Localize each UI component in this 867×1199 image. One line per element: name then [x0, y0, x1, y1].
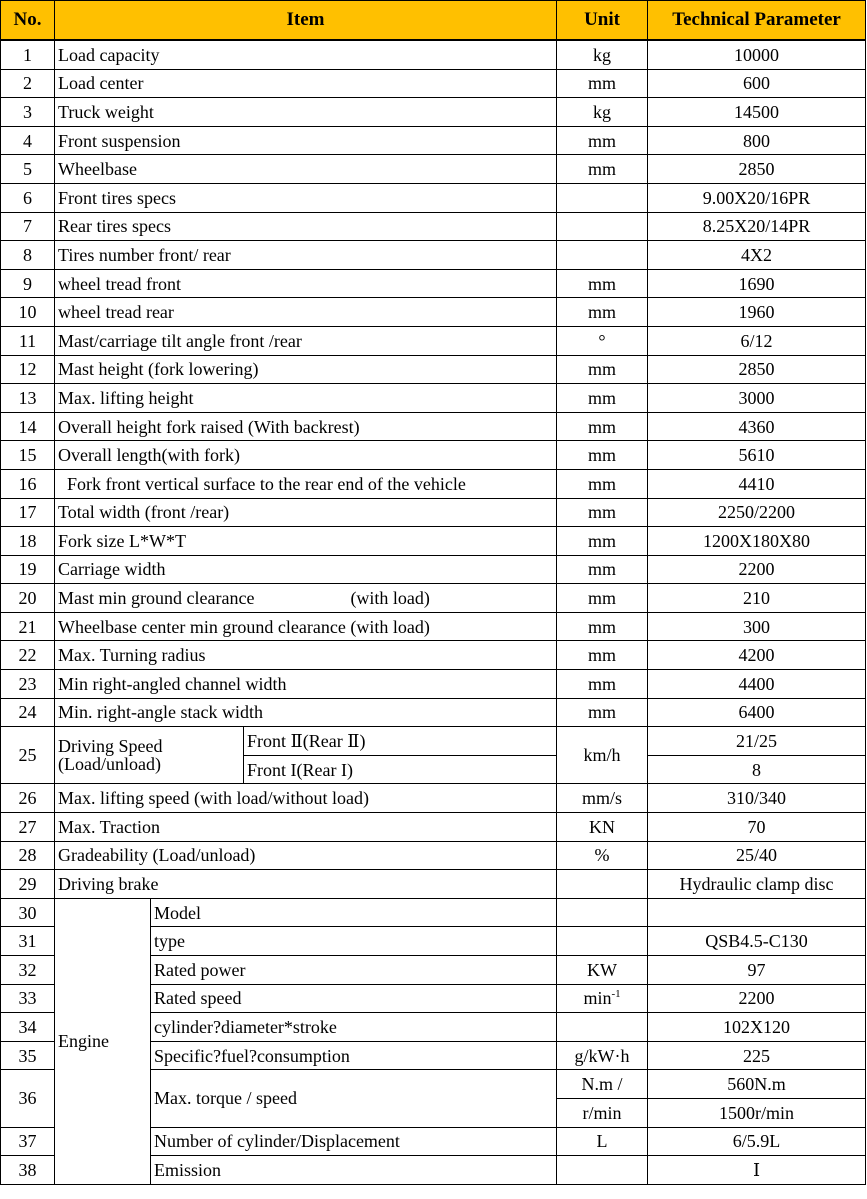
row-number: 4 — [1, 126, 55, 155]
table-row — [1, 527, 866, 556]
item-name — [55, 727, 244, 784]
unit-cell: N.m / — [557, 1070, 648, 1099]
row-number: 29 — [1, 870, 55, 899]
table-row — [1, 412, 866, 441]
engine-label: Engine — [55, 898, 151, 1184]
header-row — [1, 1, 866, 41]
unit-cell: mm — [557, 384, 648, 413]
item-name: Fork size L*W*T — [55, 527, 557, 556]
table-row — [1, 384, 866, 413]
row-number: 14 — [1, 412, 55, 441]
unit-cell: mm — [557, 670, 648, 699]
param-cell: 560N.m — [648, 1070, 866, 1099]
item-name-text: Mast min ground clearance — [58, 588, 255, 609]
row-number: 1 — [1, 40, 55, 69]
item-name: Wheelbase center min ground clearance (with load) — [55, 612, 557, 641]
row-number: 27 — [1, 813, 55, 842]
gear-label: Front I(Rear I) — [244, 755, 557, 784]
table-row — [1, 155, 866, 184]
unit-base: min — [583, 988, 612, 1009]
unit-cell — [557, 898, 648, 927]
row-number: 23 — [1, 670, 55, 699]
param-cell: 4200 — [648, 641, 866, 670]
unit-cell: mm — [557, 355, 648, 384]
gear-label: Front Ⅱ(Rear Ⅱ) — [244, 727, 557, 756]
item-name: Truck weight — [55, 98, 557, 127]
row-number: 28 — [1, 841, 55, 870]
unit-cell: kg — [557, 98, 648, 127]
row-number: 31 — [1, 927, 55, 956]
unit-cell — [557, 241, 648, 270]
table-row — [1, 784, 866, 813]
table-row — [1, 212, 866, 241]
param-cell: 5610 — [648, 441, 866, 470]
item-name: Max. torque / speed — [151, 1070, 557, 1127]
unit-cell: mm — [557, 527, 648, 556]
table-row — [1, 898, 866, 927]
item-name: Max. lifting height — [55, 384, 557, 413]
item-name: Mast/carriage tilt angle front /rear — [55, 326, 557, 355]
row-number: 26 — [1, 784, 55, 813]
unit-cell: mm — [557, 584, 648, 613]
param-cell: 97 — [648, 956, 866, 985]
item-name: Rated speed — [151, 984, 557, 1013]
param-cell: 210 — [648, 584, 866, 613]
param-cell: 6/12 — [648, 326, 866, 355]
table-row — [1, 69, 866, 98]
item-name — [55, 584, 557, 613]
item-name: Front tires specs — [55, 183, 557, 212]
param-cell: 25/40 — [648, 841, 866, 870]
table-row — [1, 870, 866, 899]
param-cell: QSB4.5-C130 — [648, 927, 866, 956]
param-cell: 70 — [648, 813, 866, 842]
param-cell: 4360 — [648, 412, 866, 441]
item-name: Min. right-angle stack width — [55, 698, 557, 727]
item-name: cylinder?diameter*stroke — [151, 1013, 557, 1042]
unit-exponent: -1 — [611, 988, 621, 1001]
unit-cell — [557, 1156, 648, 1185]
item-name: Max. lifting speed (with load/without load) — [55, 784, 557, 813]
unit-cell: mm — [557, 412, 648, 441]
row-number: 5 — [1, 155, 55, 184]
item-name: Rated power — [151, 956, 557, 985]
param-cell: 2250/2200 — [648, 498, 866, 527]
row-number: 2 — [1, 69, 55, 98]
param-cell — [648, 898, 866, 927]
table-row — [1, 326, 866, 355]
param-cell: 600 — [648, 69, 866, 98]
table-row — [1, 555, 866, 584]
unit-cell: mm — [557, 555, 648, 584]
unit-cell: mm — [557, 698, 648, 727]
unit-cell — [557, 927, 648, 956]
param-cell: 2850 — [648, 355, 866, 384]
table-row — [1, 183, 866, 212]
param-cell: 10000 — [648, 40, 866, 69]
row-number: 19 — [1, 555, 55, 584]
param-cell: 4X2 — [648, 241, 866, 270]
param-cell: 14500 — [648, 98, 866, 127]
item-name: Emission — [151, 1156, 557, 1185]
table-row — [1, 241, 866, 270]
row-number: 10 — [1, 298, 55, 327]
table-body — [1, 40, 866, 1184]
item-name: wheel tread rear — [55, 298, 557, 327]
item-name: Max. Turning radius — [55, 641, 557, 670]
row-number: 8 — [1, 241, 55, 270]
param-cell: Ⅰ — [648, 1156, 866, 1185]
row-number: 37 — [1, 1127, 55, 1156]
item-name: Overall length(with fork) — [55, 441, 557, 470]
unit-cell: mm — [557, 298, 648, 327]
row-number: 33 — [1, 984, 55, 1013]
row-number: 36 — [1, 1070, 55, 1127]
param-cell: 8.25X20/14PR — [648, 212, 866, 241]
unit-cell: mm — [557, 612, 648, 641]
item-name: type — [151, 927, 557, 956]
param-cell: 1500r/min — [648, 1098, 866, 1127]
param-cell: 4410 — [648, 469, 866, 498]
item-name: Load center — [55, 69, 557, 98]
unit-cell: mm/s — [557, 784, 648, 813]
unit-cell: mm — [557, 69, 648, 98]
param-cell: Hydraulic clamp disc — [648, 870, 866, 899]
item-suffix: (with load) — [350, 588, 430, 609]
table-row — [1, 355, 866, 384]
table-row — [1, 698, 866, 727]
item-name: wheel tread front — [55, 269, 557, 298]
param-cell: 2200 — [648, 984, 866, 1013]
param-cell: 9.00X20/16PR — [648, 183, 866, 212]
item-name: Specific?fuel?consumption — [151, 1041, 557, 1070]
unit-cell: mm — [557, 269, 648, 298]
row-number: 16 — [1, 469, 55, 498]
row-number: 12 — [1, 355, 55, 384]
unit-cell: kg — [557, 40, 648, 69]
table-row — [1, 469, 866, 498]
param-cell: 225 — [648, 1041, 866, 1070]
header-item: Item — [55, 1, 557, 41]
param-cell: 310/340 — [648, 784, 866, 813]
header-param: Technical Parameter — [648, 1, 866, 41]
item-name: Model — [151, 898, 557, 927]
unit-cell: mm — [557, 641, 648, 670]
param-cell: 800 — [648, 126, 866, 155]
unit-cell: mm — [557, 498, 648, 527]
unit-cell: km/h — [557, 727, 648, 784]
row-number: 7 — [1, 212, 55, 241]
row-number: 3 — [1, 98, 55, 127]
item-name: Wheelbase — [55, 155, 557, 184]
param-cell: 21/25 — [648, 727, 866, 756]
unit-cell: mm — [557, 441, 648, 470]
item-name-line2: (Load/unload) — [58, 754, 161, 775]
param-cell: 6/5.9L — [648, 1127, 866, 1156]
row-number: 24 — [1, 698, 55, 727]
table-row — [1, 584, 866, 613]
unit-cell: g/kW·h — [557, 1041, 648, 1070]
item-name: Overall height fork raised (With backrest) — [55, 412, 557, 441]
unit-cell: mm — [557, 126, 648, 155]
unit-cell: r/min — [557, 1098, 648, 1127]
param-cell: 2200 — [648, 555, 866, 584]
table-row — [1, 813, 866, 842]
unit-cell: KN — [557, 813, 648, 842]
param-cell: 8 — [648, 755, 866, 784]
table-row — [1, 126, 866, 155]
param-cell: 3000 — [648, 384, 866, 413]
table-row — [1, 98, 866, 127]
row-number: 9 — [1, 269, 55, 298]
unit-cell: mm — [557, 469, 648, 498]
row-number: 17 — [1, 498, 55, 527]
item-name: Carriage width — [55, 555, 557, 584]
header-unit: Unit — [557, 1, 648, 41]
item-name: Number of cylinder/Displacement — [151, 1127, 557, 1156]
row-number: 35 — [1, 1041, 55, 1070]
row-number: 30 — [1, 898, 55, 927]
item-name: Tires number front/ rear — [55, 241, 557, 270]
param-cell: 2850 — [648, 155, 866, 184]
item-name: Total width (front /rear) — [55, 498, 557, 527]
header-no: No. — [1, 1, 55, 41]
item-name: Mast height (fork lowering) — [55, 355, 557, 384]
param-cell: 6400 — [648, 698, 866, 727]
unit-cell: mm — [557, 155, 648, 184]
row-number: 18 — [1, 527, 55, 556]
param-cell: 1200X180X80 — [648, 527, 866, 556]
unit-cell — [557, 183, 648, 212]
item-name: Max. Traction — [55, 813, 557, 842]
table-row — [1, 441, 866, 470]
unit-cell — [557, 984, 648, 1013]
unit-cell — [557, 870, 648, 899]
unit-cell: ° — [557, 326, 648, 355]
table-row — [1, 727, 866, 756]
table-row — [1, 612, 866, 641]
row-number: 32 — [1, 956, 55, 985]
item-name-line1: Driving Speed — [58, 736, 163, 757]
unit-cell: KW — [557, 956, 648, 985]
item-name: Fork front vertical surface to the rear end of the vehicle — [55, 469, 557, 498]
item-name: Min right-angled channel width — [55, 670, 557, 699]
unit-cell: L — [557, 1127, 648, 1156]
row-number: 21 — [1, 612, 55, 641]
row-number: 20 — [1, 584, 55, 613]
param-cell: 1690 — [648, 269, 866, 298]
row-number: 38 — [1, 1156, 55, 1185]
table-row — [1, 498, 866, 527]
row-number: 34 — [1, 1013, 55, 1042]
table-row — [1, 40, 866, 69]
param-cell: 4400 — [648, 670, 866, 699]
param-cell: 300 — [648, 612, 866, 641]
row-number: 22 — [1, 641, 55, 670]
row-number: 6 — [1, 183, 55, 212]
row-number: 15 — [1, 441, 55, 470]
item-name: Driving brake — [55, 870, 557, 899]
row-number: 25 — [1, 727, 55, 784]
unit-cell — [557, 212, 648, 241]
item-name: Front suspension — [55, 126, 557, 155]
table-row — [1, 298, 866, 327]
unit-cell: % — [557, 841, 648, 870]
item-name: Load capacity — [55, 40, 557, 69]
unit-cell — [557, 1013, 648, 1042]
table-row — [1, 269, 866, 298]
table-row — [1, 841, 866, 870]
row-number: 11 — [1, 326, 55, 355]
table-row — [1, 670, 866, 699]
item-name: Rear tires specs — [55, 212, 557, 241]
row-number: 13 — [1, 384, 55, 413]
param-cell: 1960 — [648, 298, 866, 327]
item-name: Gradeability (Load/unload) — [55, 841, 557, 870]
table-row — [1, 641, 866, 670]
param-cell: 102X120 — [648, 1013, 866, 1042]
